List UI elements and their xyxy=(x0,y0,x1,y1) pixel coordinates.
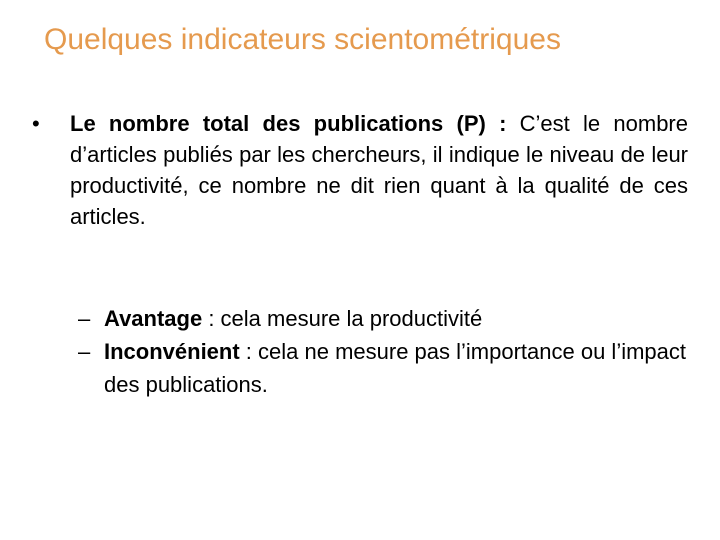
slide-title: Quelques indicateurs scientométriques xyxy=(44,23,561,56)
sub-bullet-marker: – xyxy=(78,339,91,364)
main-bullet xyxy=(32,108,688,232)
bullet-description: C’est le nombre d’articles publiés par les chercheurs, il indique le niveau de leur productivité, ce nombre ne dit rien quant à la qualité de ces articles. xyxy=(70,111,688,229)
disadvantage-description: : cela ne mesure pas l’importance ou l’impact des publications. xyxy=(104,339,687,397)
advantage-term: Avantage xyxy=(104,306,203,331)
bullet-marker: • xyxy=(32,111,40,136)
advantage-description: : cela mesure la productivité xyxy=(202,306,483,331)
sub-bullet-text xyxy=(104,335,698,401)
sub-bullet-list xyxy=(78,302,698,401)
bullet-paragraph xyxy=(70,108,688,232)
bullet-row xyxy=(32,108,688,232)
sub-bullet-text xyxy=(104,302,698,335)
sub-bullet-marker: – xyxy=(78,306,91,331)
bullet-term: Le nombre total des publications (P) : xyxy=(70,111,507,136)
disadvantage-term: Inconvénient xyxy=(104,339,240,364)
sub-bullet-advantage xyxy=(78,302,698,335)
sub-bullet-disadvantage xyxy=(78,335,698,401)
